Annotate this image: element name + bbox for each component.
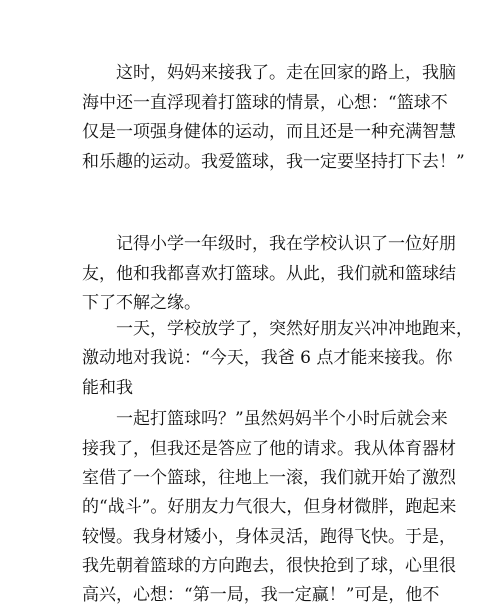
paragraph-1-line-2: 海中还一直浮现着打篮球的情景，心想：“篮球不 [82,93,448,113]
paragraph-4-line-4: 的“战斗”。好朋友力气很大，但身材微胖，跑起来 [82,497,457,517]
paragraph-1-line-3: 仅是一项强身健体的运动，而且还是一种充满智慧 [82,122,456,142]
paragraph-4-line-7: 高兴，心想：“第一局，我一定赢！”可是，他不 [82,585,440,605]
paragraph-3-line-3: 能和我 [82,378,133,398]
paragraph-4-line-1: 一起打篮球吗？”虽然妈妈半个小时后就会来 [116,409,448,429]
paragraph-4-line-2: 接我了，但我还是答应了他的请求。我从体育器材 [82,439,456,459]
paragraph-2-line-1: 记得小学一年级时，我在学校认识了一位好朋 [116,234,456,254]
paragraph-3-line-2: 激动地对我说：“今天，我爸 6 点才能来接我。你 [82,348,453,368]
paragraph-4-line-5: 较慢。我身材矮小，身体灵活，跑得飞快。于是， [82,527,456,547]
paragraph-4-line-6: 我先朝着篮球的方向跑去，很快抢到了球，心里很 [82,556,456,576]
paragraph-3-line-1: 一天，学校放学了，突然好朋友兴冲冲地跑来， [116,319,473,339]
paragraph-4-line-3: 室借了一个篮球，往地上一滚，我们就开始了激烈 [82,468,456,488]
paragraph-1-line-4: 和乐趣的运动。我爱篮球，我一定要坚持打下去！” [82,152,465,172]
paragraph-1-line-1: 这时，妈妈来接我了。走在回家的路上，我脑 [116,63,456,83]
paragraph-2-line-2: 友，他和我都喜欢打篮球。从此，我们就和篮球结 [82,264,456,284]
paragraph-2-line-3: 下了不解之缘。 [82,293,201,313]
